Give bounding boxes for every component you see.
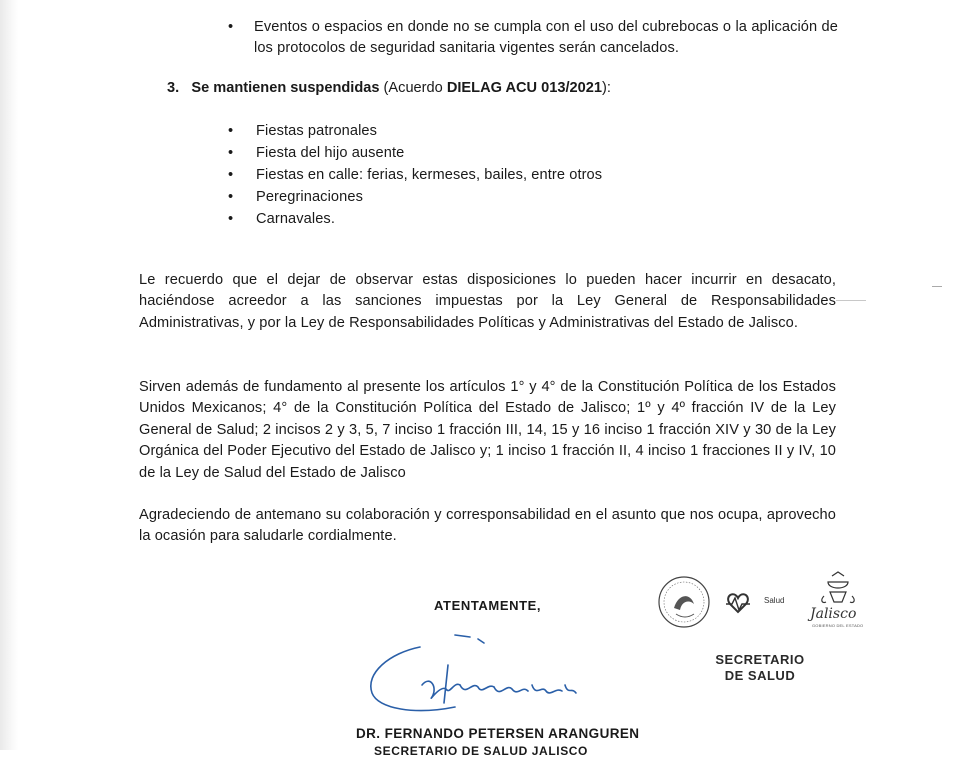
section-heading-prefix: (Acuerdo: [379, 80, 447, 96]
list-item: [228, 143, 602, 165]
section-3-heading: [167, 80, 611, 96]
signer-title: SECRETARIO DE SALUD JALISCO: [374, 744, 588, 758]
suspended-events-list: [228, 121, 602, 231]
mexico-seal-icon: [659, 577, 709, 627]
list-item-text: Fiestas patronales: [256, 123, 378, 139]
office-stamp-line: SECRETARIO: [715, 652, 805, 667]
list-item-text: Fiesta del hijo ausente: [256, 145, 405, 161]
margin-mark: [836, 300, 866, 301]
jalisco-crest-icon: [822, 572, 854, 603]
bullet-icon: •: [228, 19, 234, 35]
institution-logos: [652, 570, 882, 640]
handwritten-signature: [360, 625, 590, 720]
bullet-icon: •: [228, 211, 234, 227]
list-item-text: Carnavales.: [256, 211, 335, 227]
list-item: [228, 187, 602, 209]
top-bullet-item: [228, 17, 838, 60]
list-item: [228, 165, 602, 187]
section-heading-suffix: ):: [602, 80, 611, 96]
bullet-icon: •: [228, 123, 234, 139]
paragraph-sanctions: Le recuerdo que el dejar de observar estas disposiciones lo pueden hacer incurrir en desacato, haciéndose acreedor a las sanciones impuestas por la Ley General de Responsabilidades Administrativas, y por la Ley de Responsabilidades Políticas y Administrativas del Estado de Jalisco.: [139, 272, 836, 331]
salud-logo-text: Salud: [764, 596, 785, 605]
signer-name: DR. FERNANDO PETERSEN ARANGUREN: [356, 726, 640, 741]
list-item: [228, 209, 602, 231]
closing-salutation: ATENTAMENTE,: [434, 598, 542, 613]
office-stamp: [708, 652, 812, 684]
bullet-icon: •: [228, 167, 234, 183]
list-item: [228, 121, 602, 143]
top-bullet-text: Eventos o espacios en donde no se cumpla con el uso del cubrebocas o la aplicación de los protocolos de seguridad sanitaria vigentes serán cancelados.: [254, 19, 838, 57]
bullet-icon: •: [228, 145, 234, 161]
section-heading-bold: Se mantienen suspendidas: [191, 80, 380, 96]
agreement-code: DIELAG ACU 013/2021: [446, 80, 603, 96]
margin-dash: [932, 286, 942, 287]
list-item-text: Peregrinaciones: [256, 189, 363, 205]
paragraph-legal-basis: Sirven además de fundamento al presente los artículos 1° y 4° de la Constitución Política de los Estados Unidos Mexicanos; 4° de la Constitución Política del Estado de Jalisco; 1º y 4º fracción IV de la Ley General de Salud; 2 incisos 2 y 3, 5, 7 inciso 1 fracción III, 14, 15 y 16 inciso 1 fracción XIV y 30 de la Ley Orgánica del Poder Ejecutivo del Estado de Jalisco y; 1 inciso 1 fracción II, 4 inciso 1 fracciones II y IV, 10 de la Ley de Salud del Estado de Jalisco: [139, 379, 836, 481]
jalisco-logo-text: Jalisco: [810, 606, 857, 622]
office-stamp-line: DE SALUD: [724, 668, 796, 683]
salud-heart-icon: [726, 594, 750, 612]
jalisco-logo-subtext: GOBIERNO DEL ESTADO: [812, 623, 864, 628]
bullet-icon: •: [228, 189, 234, 205]
section-number: 3.: [167, 80, 180, 96]
paragraph-thanks: Agradeciendo de antemano su colaboración y corresponsabilidad en el asunto que nos ocupa, aprovecho la ocasión para saludarle cordialmente.: [139, 507, 836, 545]
list-item-text: Fiestas en calle: ferias, kermeses, bailes, entre otros: [256, 167, 603, 183]
